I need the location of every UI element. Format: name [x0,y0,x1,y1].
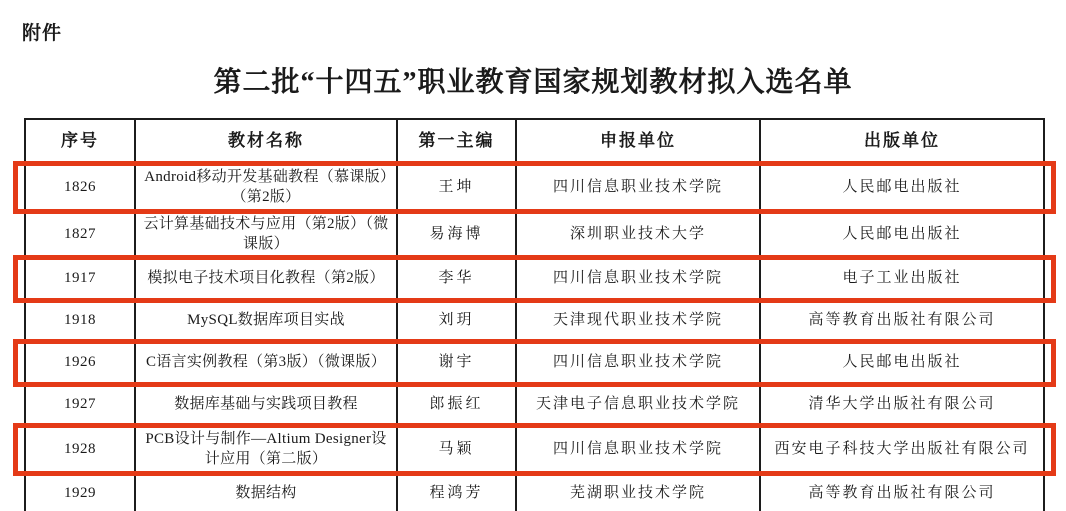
cell-seq: 1929 [64,485,96,502]
cell-editor: 马颖 [396,427,515,472]
cell-editor: 李华 [396,259,515,299]
cell-publisher: 高等教育出版社有限公司 [759,474,1043,511]
table-row [26,163,1043,210]
cell-publisher: 人民邮电出版社 [759,343,1043,383]
cell-editor: 谢宇 [396,343,515,383]
table-header-row [26,120,1043,163]
cell-seq: 1926 [64,354,96,371]
cell-applicant: 四川信息职业技术学院 [515,259,759,299]
column-header-seq: 序号 [61,131,99,151]
cell-applicant: 四川信息职业技术学院 [515,427,759,472]
cell-seq: 1917 [64,270,96,287]
cell-applicant: 四川信息职业技术学院 [515,165,759,210]
cell-publisher: 清华大学出版社有限公司 [759,385,1043,425]
cell-applicant: 四川信息职业技术学院 [515,343,759,383]
cell-applicant: 芜湖职业技术学院 [515,474,759,511]
cell-name: PCB设计与制作—Altium Designer设计应用（第二版） [134,427,396,472]
column-header-publisher: 出版单位 [759,120,1043,163]
column-header-applicant: 申报单位 [515,120,759,163]
cell-applicant: 天津电子信息职业技术学院 [515,385,759,425]
table-row [26,425,1043,472]
cell-seq: 1927 [64,396,96,413]
column-header-editor: 第一主编 [396,120,515,163]
cell-seq: 1827 [64,225,96,242]
cell-publisher: 人民邮电出版社 [759,212,1043,257]
cell-publisher: 高等教育出版社有限公司 [759,301,1043,341]
table-row [26,383,1043,425]
cell-name: 数据结构 [134,474,396,511]
cell-name: Android移动开发基础教程（慕课版）（第2版） [134,165,396,210]
table-row [26,341,1043,383]
cell-name: 模拟电子技术项目化教程（第2版） [134,259,396,299]
cell-editor: 郎振红 [396,385,515,425]
cell-publisher: 西安电子科技大学出版社有限公司 [759,427,1043,472]
table-row [26,257,1043,299]
cell-editor: 易海博 [396,212,515,257]
cell-publisher: 人民邮电出版社 [759,165,1043,210]
attachment-label: 附件 [22,23,63,44]
cell-publisher: 电子工业出版社 [759,259,1043,299]
cell-editor: 王坤 [396,165,515,210]
cell-editor: 刘玥 [396,301,515,341]
page-title: 第二批“十四五”职业教育国家规划教材拟入选名单 [213,67,853,98]
cell-name: 数据库基础与实践项目教程 [134,385,396,425]
cell-seq: 1918 [64,312,96,329]
cell-applicant: 天津现代职业技术学院 [515,301,759,341]
cell-name: MySQL数据库项目实战 [134,301,396,341]
table-row [26,299,1043,341]
table-row [26,472,1043,511]
cell-name: C语言实例教程（第3版）（微课版） [134,343,396,383]
cell-seq: 1826 [64,178,96,195]
cell-applicant: 深圳职业技术大学 [515,212,759,257]
table-row [26,210,1043,257]
textbook-table [24,118,1045,511]
cell-editor: 程鸿芳 [396,474,515,511]
cell-seq: 1928 [64,440,96,457]
column-header-name: 教材名称 [134,120,396,163]
cell-name: 云计算基础技术与应用（第2版）（微课版） [134,212,396,257]
